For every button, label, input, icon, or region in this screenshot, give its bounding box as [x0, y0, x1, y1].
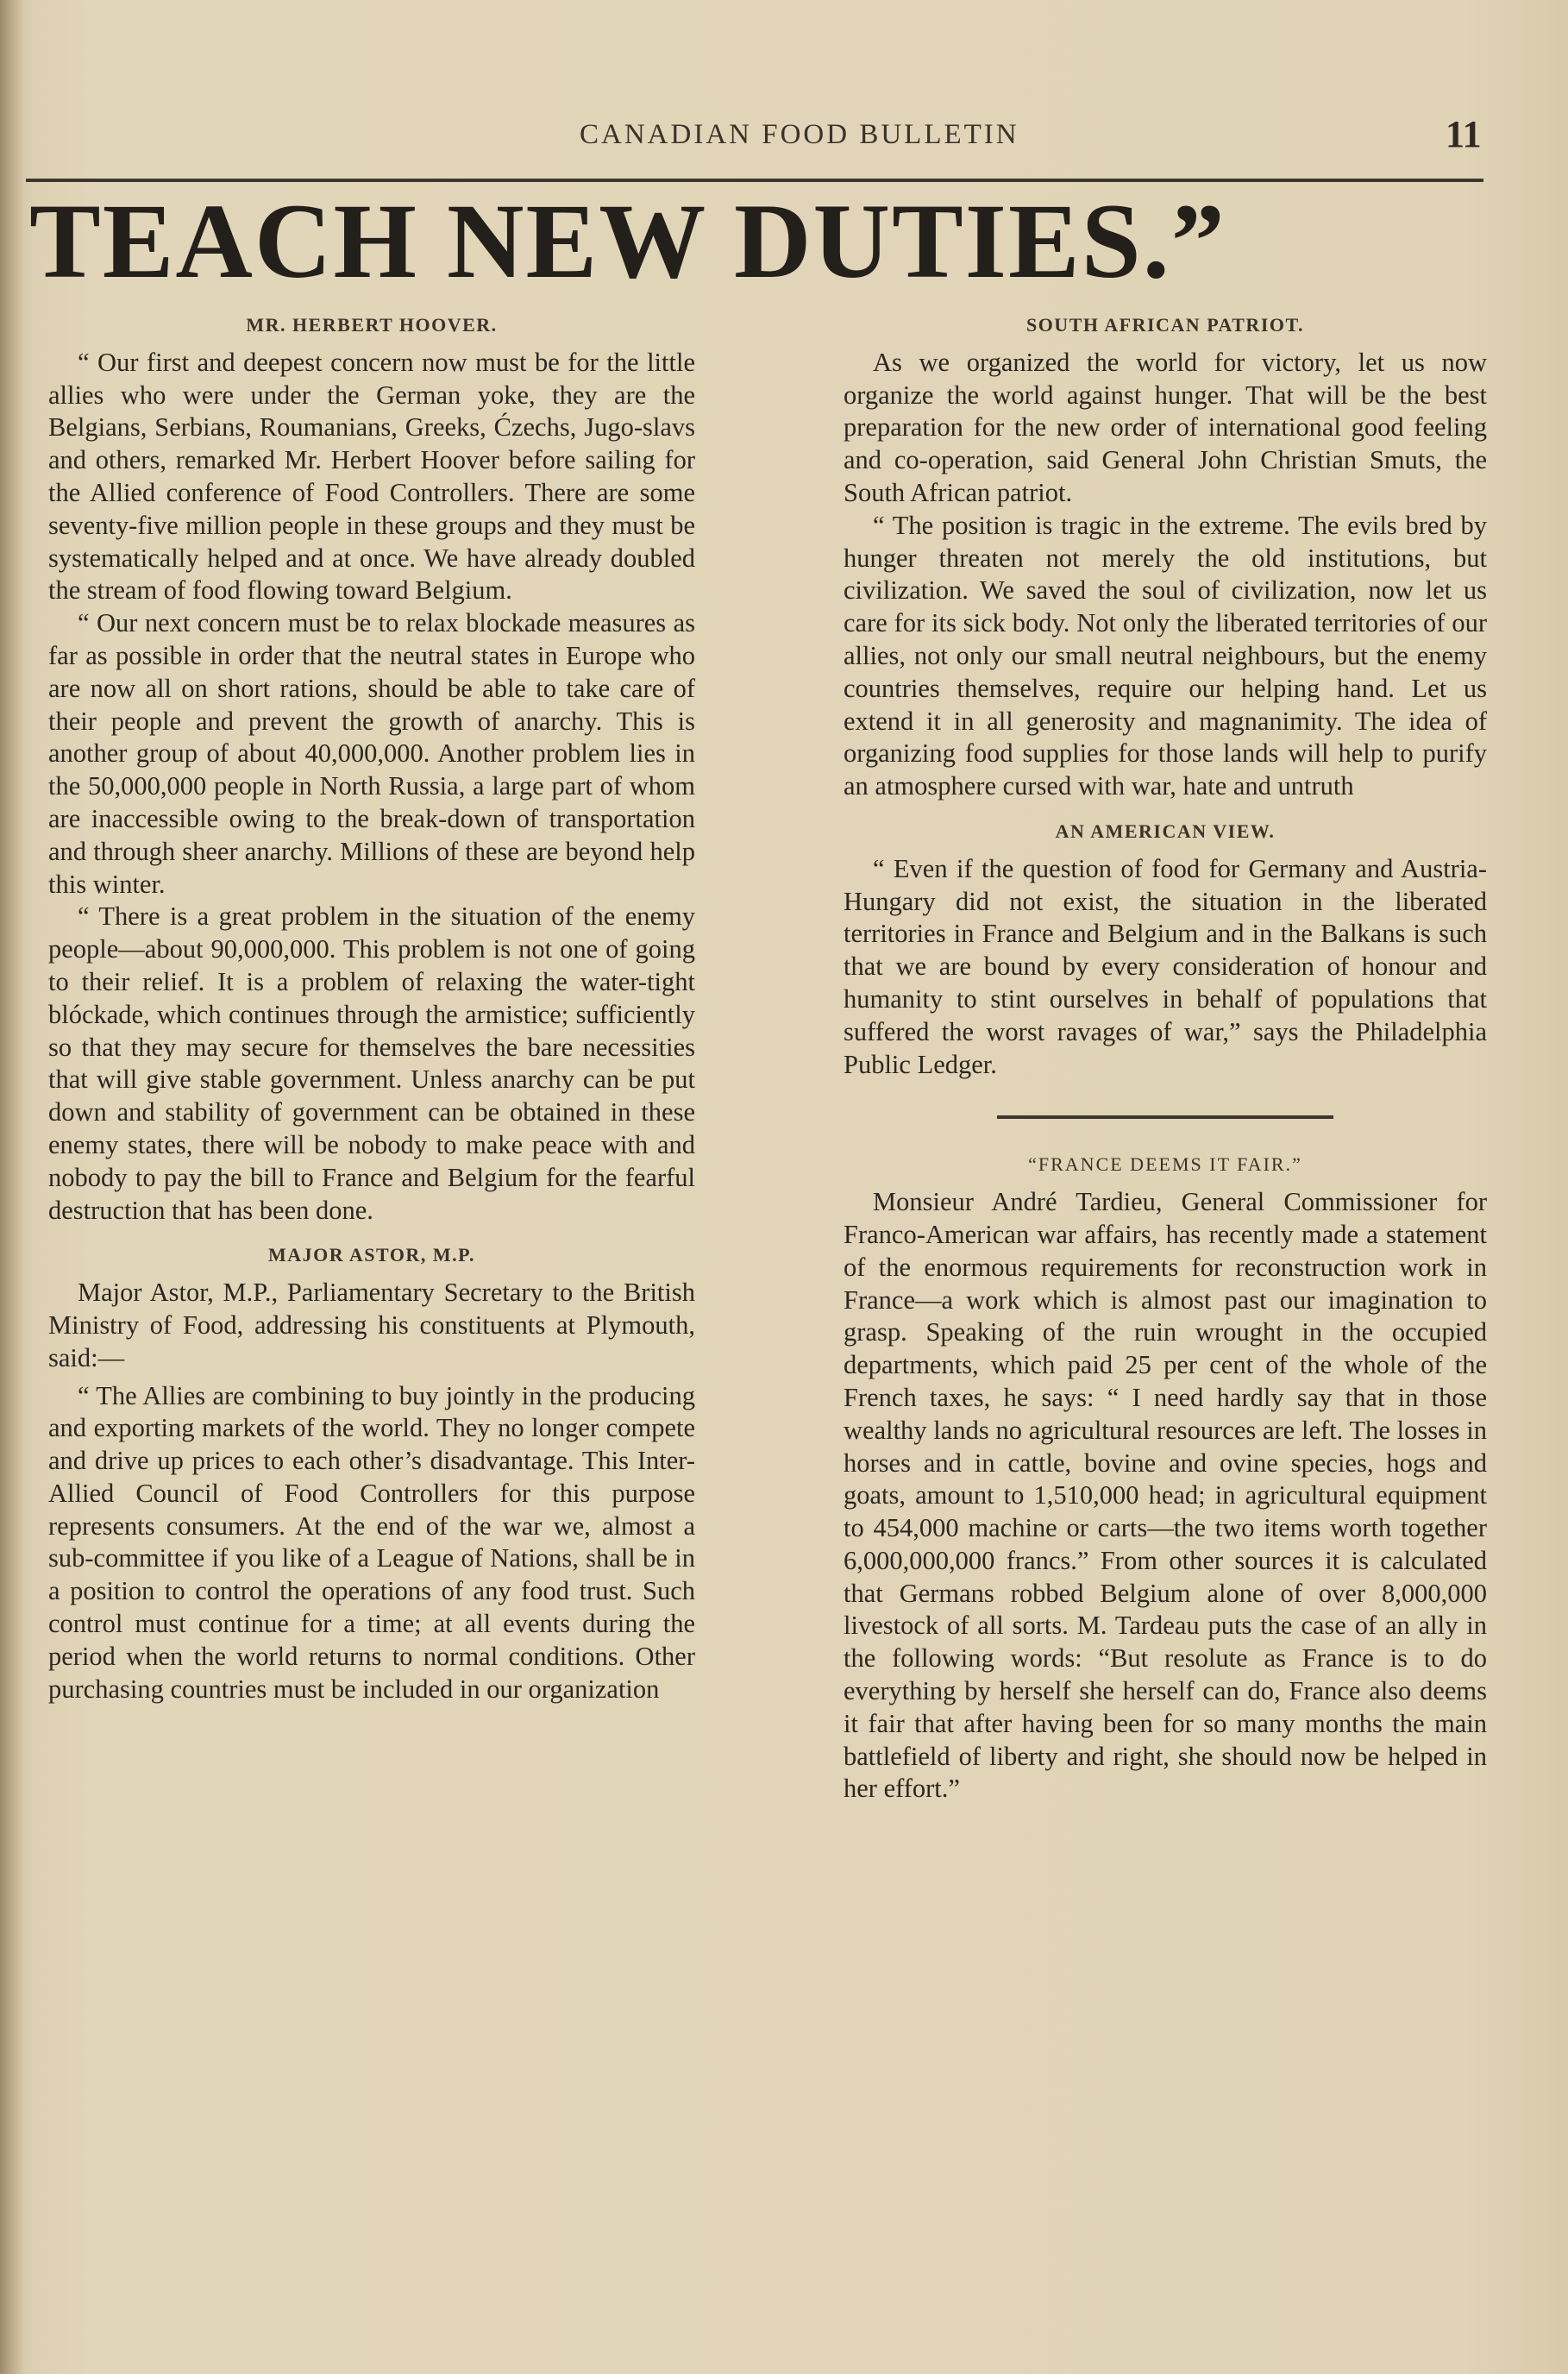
hoover-paragraph-2: “ Our next concern must be to relax blockade measures as far as possible in order that the neutral states in Europe who are now all on short rations, should be able to take care of their people and prevent the growth of anarchy. This is another group of about 40,000,000. Another problem lies in the 50,000,000 people in North Russia, a large part of whom are inaccessible owing to the break-down of transportation and through sheer anarchy. Millions of these are beyond help this winter. — [48, 608, 695, 899]
section-heading-smuts: SOUTH AFRICAN PATRIOT. — [1025, 314, 1305, 336]
section-heading-hoover: MR. HERBERT HOOVER. — [246, 314, 498, 336]
page-number: 11 — [1446, 113, 1482, 155]
running-head: CANADIAN FOOD BULLETIN — [580, 119, 1019, 150]
headline: TEACH NEW DUTIES.” — [29, 182, 1226, 300]
section-heading-france: “FRANCE DEEMS IT FAIR.” — [1028, 1153, 1302, 1176]
binding-edge — [0, 0, 24, 2374]
section-heading-astor: MAJOR ASTOR, M.P. — [267, 1244, 476, 1266]
left-column — [48, 302, 695, 1705]
astor-paragraph-2: “ The Allies are combining to buy jointly in the producing and exporting markets of the world. They no longer compete and drive up prices to each other’s disadvantage. This Inter-Allied Council of Food Controllers for this purpose represents consumers. At the end of the war we, almost a sub-committee if you like of a League of Nations, shall be in a position to control the operations of any food trust. Such control must continue for a time; at all events during the period when the world returns to normal conditions. Other purchasing countries must be included in our organization — [48, 1380, 695, 1704]
right-column — [844, 302, 1487, 1806]
hoover-paragraph-3: “ There is a great problem in the situation of the enemy people—about 90,000,000. This problem is not one of going to their relief. It is a problem of relaxing the water-tight blóckade, which continues through the armistice; sufficiently so that they may secure for themselves the bare necessities that will give stable government. Unless anarchy can be put down and stability of government can be obtained in these enemy states, there will be nobody to make peace with and nobody to pay the bill to France and Belgium for the fearful destruction that has been done. — [48, 901, 695, 1225]
smuts-paragraph-1: As we organized the world for victory, let us now organize the world against hunger. That will be the best preparation for the new order of international good feeling and co-operation, said General John Christian Smuts, the South African patriot. — [844, 347, 1487, 507]
smuts-paragraph-2: “ The position is tragic in the extreme. The evils bred by hunger threaten not merely the old institutions, but civilization. We saved the soul of civilization, now let us care for its sick body. Not only the liberated territories of our allies, not only our small neutral neighbours, but the enemy countries themselves, require our helping hand. Let us extend it in all generosity and magnanimity. The idea of organizing food supplies for those lands will help to purify an atmosphere cursed with war, hate and untruth — [844, 510, 1487, 801]
section-divider-rule — [997, 1115, 1333, 1119]
hoover-paragraph-1: “ Our first and deepest concern now must be for the little allies who were under the German yoke, they are the Belgians, Serbians, Roumanians, Greeks, Ćzechs, Jugo-slavs and others, remarked Mr. Herbert Hoover before sailing for the Allied conference of Food Controllers. There are some seventy-five million people in these groups and they must be systematically helped and at once. We have already doubled the stream of food flowing toward Belgium. — [48, 347, 695, 606]
astor-paragraph-1: Major Astor, M.P., Parliamentary Secretary to the British Ministry of Food, addressing his constituents at Plymouth, said:— — [48, 1278, 695, 1372]
american-view-paragraph: “ Even if the question of food for Germany and Austria-Hungary did not exist, the situation in the liberated territories in France and Belgium and in the Balkans is such that we are bound by every consideration of honour and humanity to stint ourselves in behalf of populations that suffered the worst ravages of war,” says the Philadelphia Public Ledger. — [844, 853, 1487, 1079]
france-paragraph: Monsieur André Tardieu, General Commissioner for Franco-American war affairs, has recently made a statement of the enormous requirements for reconstruction work in France—a work which is almost past our imagination to grasp. Speaking of the ruin wrought in the occupied departments, which paid 25 per cent of the whole of the French taxes, he says: “ I need hardly say that in those wealthy lands no agricultural resources are left. The losses in horses and in cattle, bovine and ovine species, hogs and goats, amount to 1,510,000 head; in agricultural equipment to 454,000 machine or carts—the two items worth together 6,000,000,000 francs.” From other sources it is calculated that Germans robbed Belgium alone of over 8,000,000 livestock of all sorts. M. Tardeau puts the case of an ally in the following words: “But resolute as France is to do everything by herself she herself can do, France also deems it fair that after having been for so many months the main battlefield of liberty and right, she should now be helped in her effort.” — [844, 1187, 1487, 1804]
section-heading-american-view: AN AMERICAN VIEW. — [1055, 820, 1276, 842]
